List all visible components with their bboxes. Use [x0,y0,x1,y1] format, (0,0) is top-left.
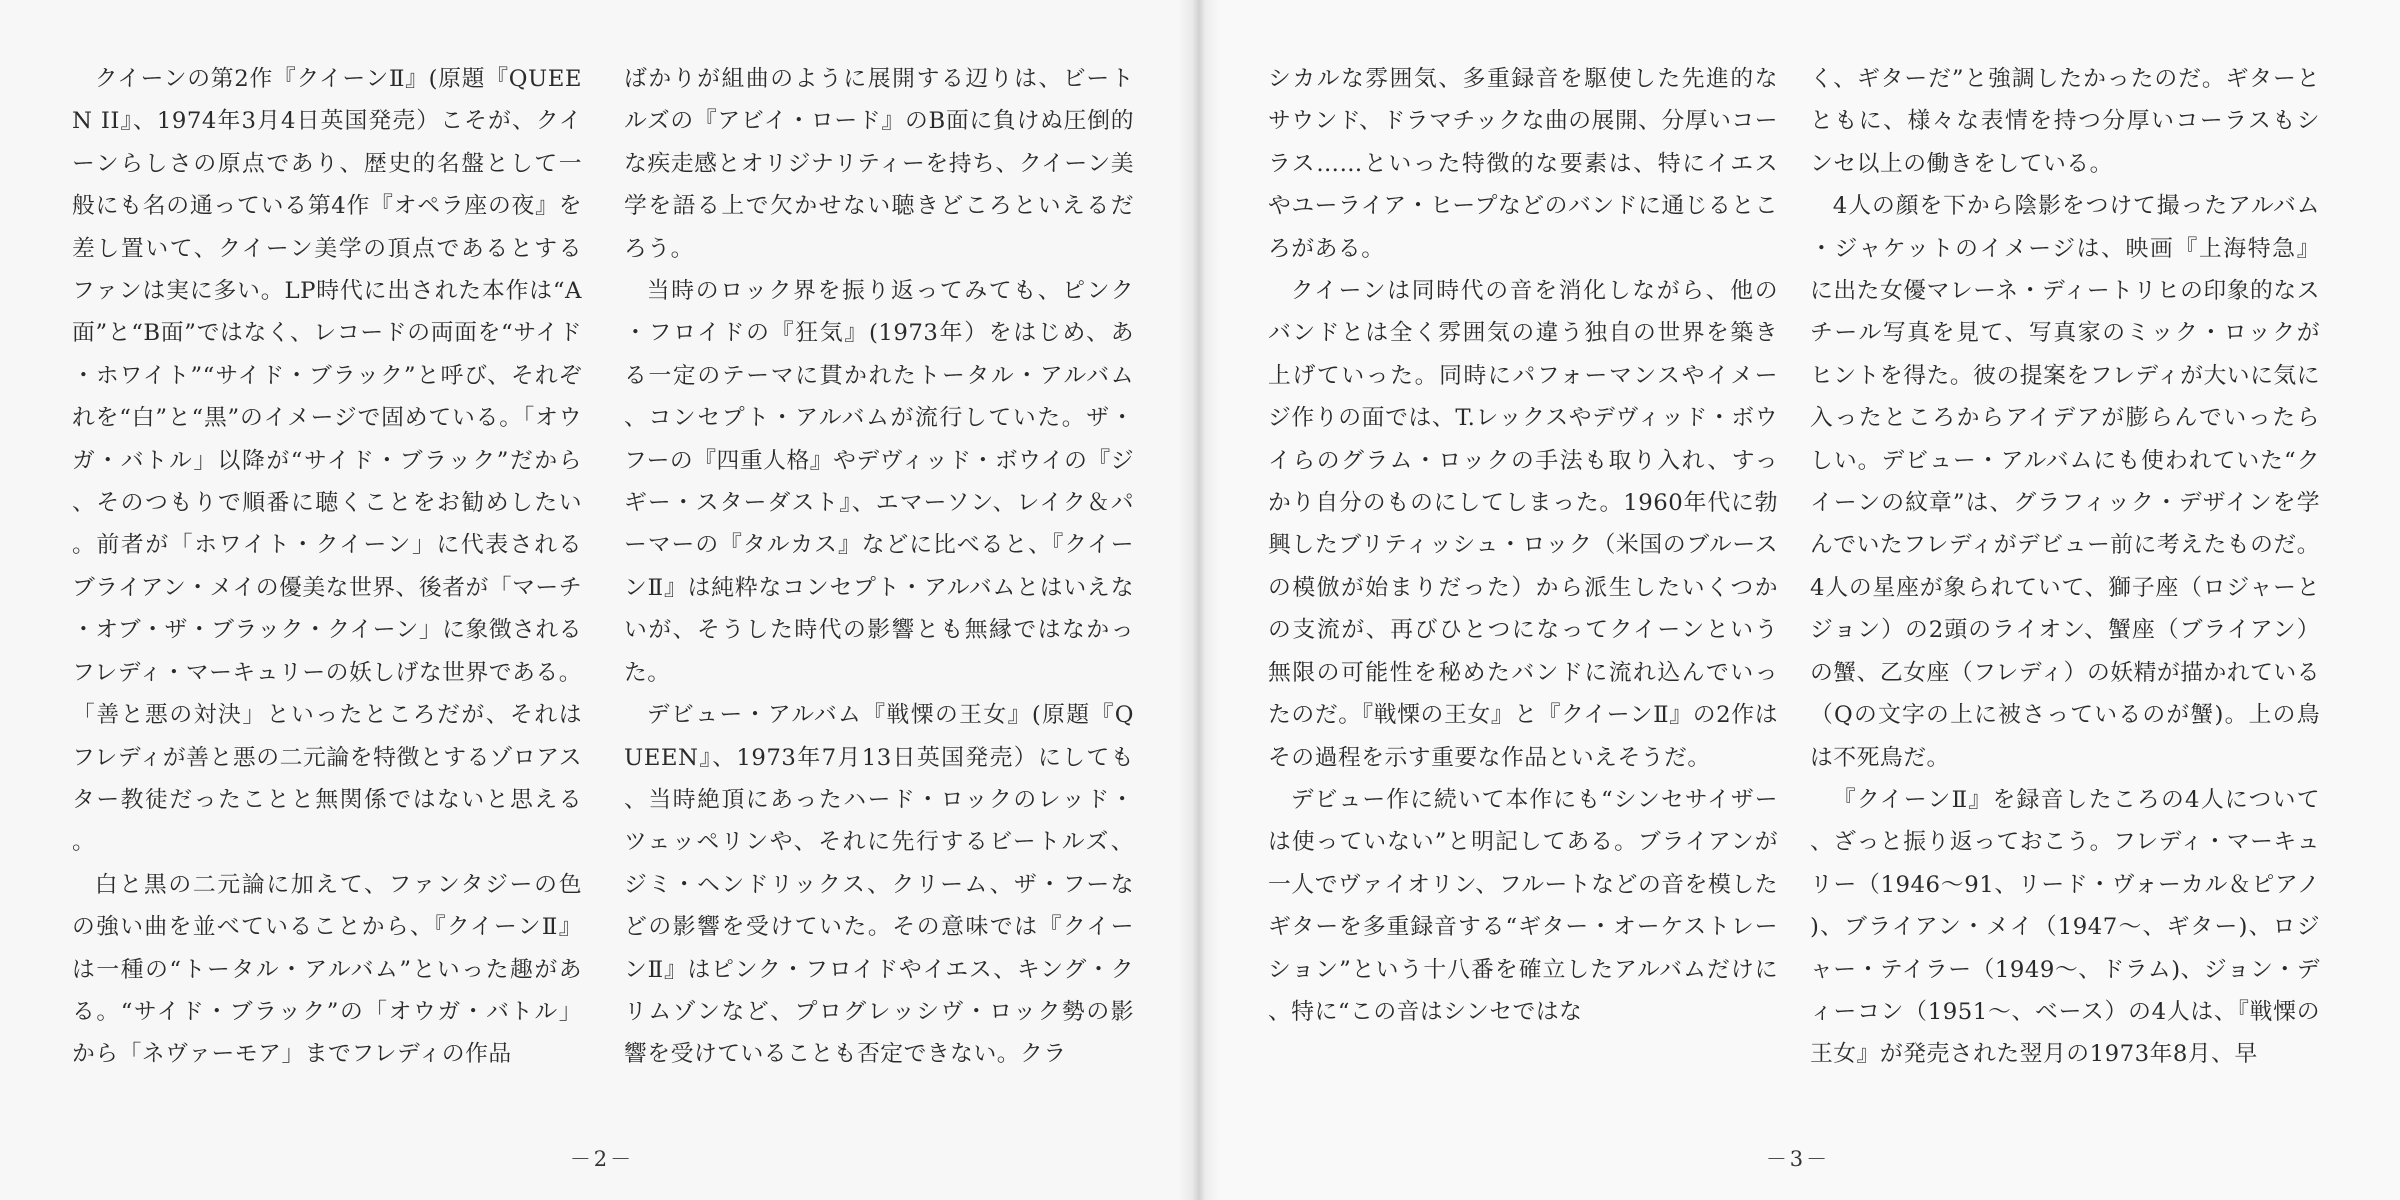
paragraph: 当時のロック界を振り返ってみても、ピンク・フロイドの『狂気』(1973年）をはじめ、ある一定のテーマに貫かれたトータル・アルバム、コンセプト・アルバムが流行していた。ザ・フーの『四重人格』やデヴィッド・ボウイの『ジギー・スターダスト』、エマーソン、レイク＆パーマーの『タルカス』などに比べると、『クイーンⅡ』は純粋なコンセプト・アルバムとはいえないが、そうした時代の影響とも無縁ではなかった。 [624,278,1134,686]
paragraph: デビュー・アルバム『戦慄の王女』(原題『QUEEN』、1973年7月13日英国発売）にしても、当時絶頂にあったハード・ロックのレッド・ツェッペリンや、それに先行するビートルズ、ジミ・ヘンドリックス、クリーム、ザ・フーなどの影響を受けていた。その意味では『クイーンⅡ』はピンク・フロイドやイエス、キング・クリムゾンなど、プログレッシヴ・ロック勢の影響を受けていることも否定できない。クラ [624,702,1134,1068]
paragraph: 白と黒の二元論に加えて、ファンタジーの色の強い曲を並べていることから、『クイーンⅡ』は一種の“トータル・アルバム”といった趣がある。“サイド・ブラック”の「オウガ・バトル」から「ネヴァーモア」までフレディの作品 [72,871,582,1068]
paragraph: クイーンの第2作『クイーンⅡ』(原題『QUEEN II』、1974年3月4日英国発売）こそが、クイーンらしさの原点であり、歴史的名盤として一般にも名の通っている第4作『オペラ座の夜』を差し置いて、クイーン美学の頂点であるとするファンは実に多い。LP時代に出された本作は“A面”と“B面”ではなく、レコードの両面を“サイド・ホワイト”“サイド・ブラック”と呼び、それぞれを“白”と“黒”のイメージで固めている。「オウガ・バトル」以降が“サイド・ブラック”だから、そのつもりで順番に聴くことをお勧めしたい。前者が「ホワイト・クイーン」に代表されるブライアン・メイの優美な世界、後者が「マーチ・オブ・ザ・ブラック・クイーン」に象徴されるフレディ・マーキュリーの妖しげな世界である。「善と悪の対決」といったところだが、それはフレディが善と悪の二元論を特徴とするゾロアスター教徒だったことと無関係ではないと思える。 [72,66,582,856]
page-2-column-1 [72,58,582,1076]
page-number: －3－ [1765,1147,1831,1171]
paragraph: シカルな雰囲気、多重録音を駆使した先進的なサウンド、ドラマチックな曲の展開、分厚いコーラス……といった特徴的な要素は、特にイエスやユーライア・ヒープなどのバンドに通じるところがある。 [1268,66,1778,262]
paragraph: 4人の顔を下から陰影をつけて撮ったアルバム・ジャケットのイメージは、映画『上海特急』に出た女優マレーネ・ディートリヒの印象的なスチール写真を見て、写真家のミック・ロックがヒントを得た。彼の提案をフレディが大いに気に入ったところからアイデアが膨らんでいったらしい。デビュー・アルバムにも使われていた“クイーンの紋章”は、グラフィック・デザインを学んでいたフレディがデビュー前に考えたものだ。4人の星座が象られていて、獅子座（ロジャーとジョン）の2頭のライオン、蟹座（ブライアン）の蟹、乙女座（フレディ）の妖精が描かれている（Qの文字の上に被さっているのが蟹)。上の鳥は不死鳥だ。 [1810,193,2320,771]
paragraph: ばかりが組曲のように展開する辺りは、ビートルズの『アビイ・ロード』のB面に負けぬ圧倒的な疾走感とオリジナリティーを持ち、クイーン美学を語る上で欠かせない聴きどころといえるだろう。 [624,66,1134,262]
page-3-column-2 [1810,58,2320,1076]
paragraph: 『クイーンⅡ』を録音したころの4人について、ざっと振り返っておこう。フレディ・マーキュリー（1946～91、リード・ヴォーカル＆ピアノ)、ブライアン・メイ（1947～、ギター)、ロジャー・テイラー（1949～、ドラム)、ジョン・ディーコン（1951～、ベース）の4人は、『戦慄の王女』が発売された翌月の1973年8月、早 [1810,786,2320,1068]
page-3 [1196,0,2400,1200]
center-fold-shadow [1178,0,1220,1200]
page-2 [0,0,1196,1200]
page-number: －2－ [569,1147,635,1171]
paragraph: デビュー作に続いて本作にも“シンセサイザーは使っていない”と明記してある。ブライアンが一人でヴァイオリン、フルートなどの音を模したギターを多重録音する“ギター・オーケストレーション”という十八番を確立したアルバムだけに、特に“この音はシンセではな [1268,786,1778,1025]
page-3-column-1 [1268,58,1778,1033]
paragraph: く、ギターだ”と強調したかったのだ。ギターとともに、様々な表情を持つ分厚いコーラスもシンセ以上の働きをしている。 [1810,66,2320,177]
page-2-column-2 [624,58,1134,1076]
paragraph: クイーンは同時代の音を消化しながら、他のバンドとは全く雰囲気の違う独自の世界を築き上げていった。同時にパフォーマンスやイメージ作りの面では、T.レックスやデヴィッド・ボウイらのグラム・ロックの手法も取り入れ、すっかり自分のものにしてしまった。1960年代に勃興したブリティッシュ・ロック（米国のブルースの模倣が始まりだった）から派生したいくつかの支流が、再びひとつになってクイーンという無限の可能性を秘めたバンドに流れ込んでいったのだ。『戦慄の王女』と『クイーンⅡ』の2作はその過程を示す重要な作品といえそうだ。 [1268,278,1778,771]
